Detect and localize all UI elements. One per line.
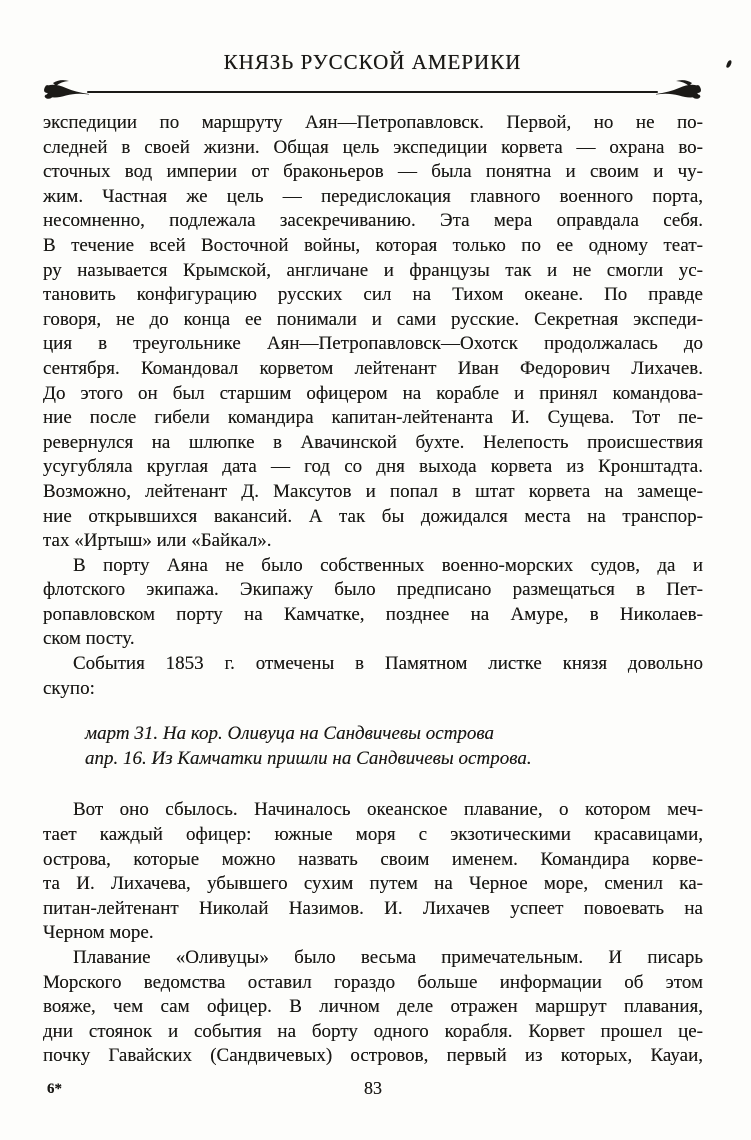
ornament-rule [42, 78, 703, 100]
flourish-left-icon [42, 78, 90, 100]
paragraph [43, 652, 703, 701]
text-line: Вот оно сбылось. Начиналось океанское плавание, о котором меч- [73, 799, 703, 821]
text-line: следней в своей жизни. Общая цель экспедиции корвета — охрана во- [43, 136, 703, 158]
text-line: тах «Иртыш» или «Байкал». [43, 530, 272, 552]
text-line: До этого он был старшим офицером на корабле и принял командова- [43, 382, 703, 404]
footer-signature-mark: 6* [47, 1081, 62, 1097]
text-line: тает каждый офицер: южные моря с экзотическими красавицами, [43, 824, 703, 846]
text-line: питан-лейтенант Николай Назимов. И. Лихачев успеет повоевать на [43, 897, 703, 919]
text-line: сентября. Командовал корветом лейтенант Иван Федорович Лихачев. [43, 357, 703, 379]
paragraph [43, 111, 703, 554]
text-line: та И. Лихачева, убывшего сухим путем на Черное море, сменил ка- [43, 873, 703, 895]
flourish-right-icon [655, 78, 703, 100]
text-line: ру называется Крымской, англичане и французы так и не смогли ус- [43, 259, 703, 281]
text-line: В порту Аяна не было собственных военно-морских судов, да и [73, 554, 703, 576]
paragraph [43, 798, 703, 946]
text-line: усугубляла круглая дата — год со дня выхода корвета из Кронштадта. [43, 456, 703, 478]
text-line: дни стоянок и события на борту одного корабля. Корвет прошел це- [43, 1020, 703, 1042]
text-line: март 31. На кор. Оливуца на Сандвичевы острова [85, 723, 495, 745]
text-line: ревернулся на шлюпке в Авачинской бухте. Нелепость происшествия [43, 431, 703, 453]
footer-page-number: 83 [364, 1078, 382, 1098]
text-line: флотского экипажа. Экипажу было предписано размещаться в Пет- [43, 579, 703, 601]
text-line: В течение всей Восточной войны, которая только по ее одному теат- [43, 234, 703, 256]
paragraph [43, 554, 703, 652]
header-rule-line [87, 91, 658, 94]
paragraph [43, 946, 703, 1069]
stray-ink-mark [726, 60, 732, 69]
text-line: Черном море. [43, 922, 154, 944]
quote-block [85, 722, 703, 771]
page-title: КНЯЗЬ РУССКОЙ АМЕРИКИ [223, 50, 522, 74]
text-line: ском посту. [43, 628, 135, 650]
text-line: несомненно, подлежала засекречиванию. Эта мера оправдала себя. [43, 210, 703, 232]
text-line: почку Гавайских (Сандвичевых) островов, первый из которых, Кауаи, [43, 1045, 703, 1067]
text-line: События 1853 г. отмечены в Памятном листке князя довольно [73, 653, 703, 675]
text-line: сточных вод империи от браконьеров — была понятна и своим и чу- [43, 161, 703, 183]
text-line: тановить конфигурацию русских сил на Тихом океане. По правде [43, 284, 703, 306]
text-line: Плавание «Оливуцы» было весьма примечательным. И писарь [73, 947, 703, 968]
text-line: экспедиции по маршруту Аян—Петропавловск. Первой, но не по- [43, 112, 703, 133]
text-line: апр. 16. Из Камчатки пришли на Сандвичевы острова. [85, 747, 532, 769]
text-line: ция в треугольнике Аян—Петропавловск—Охотск продолжалась до [43, 333, 703, 355]
text-line: Возможно, лейтенант Д. Максутов и попал в штат корвета на замеще- [43, 480, 703, 502]
text-line: жим. Частная же цель — передислокация главного военного порта, [43, 185, 703, 207]
text-line: скупо: [43, 677, 95, 699]
text-line: ние открывшихся вакансий. А так бы дожидался места на транспор- [43, 505, 703, 527]
running-head [42, 50, 703, 100]
text-line: вояже, чем сам офицер. В личном деле отражен маршрут плавания, [43, 996, 703, 1018]
text-line: ние после гибели командира капитан-лейтенанта И. Сущева. Тот пе- [43, 407, 703, 429]
text-line: ропавловском порту на Камчатке, позднее на Амуре, в Николаев- [43, 603, 703, 625]
text-line: говоря, не до конца ее понимали и сами русские. Секретная экспеди- [43, 308, 703, 330]
text-line: Морского ведомства оставил гораздо больше информации об этом [43, 971, 703, 993]
text-block [43, 111, 703, 1069]
text-line: острова, которые можно назвать своим именем. Командира корве- [43, 848, 703, 870]
